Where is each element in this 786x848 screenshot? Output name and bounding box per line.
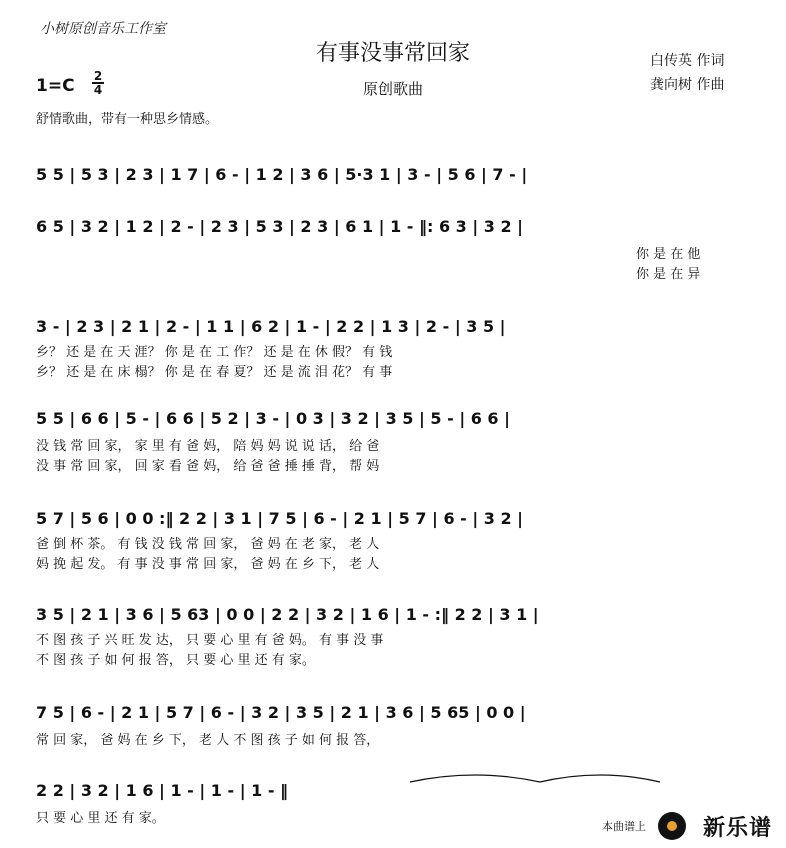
score-row-1-notes: 5 5 | 5 3 | 2 3 | 1 7 | 6 - | 1 2 | 3 6 | 5·3 1 | 3 - | 5 6 | 7 - | (36, 165, 528, 184)
score-row-3-notes: 3 - | 2 3 | 2 1 | 2 - | 1 1 | 6 2 | 1 - | 2 2 | 1 3 | 2 - | 3 5 | (36, 317, 506, 336)
score-row-2-notes: 6 5 | 3 2 | 1 2 | 2 - | 2 3 | 5 3 | 2 3 | 6 1 | 1 - ‖: 6 3 | 3 2 | (36, 217, 524, 236)
score-row-4-notes: 5 5 | 6 6 | 5 - | 6 6 | 5 2 | 3 - | 0 3 | 3 2 | 3 5 | 5 - | 6 6 | (36, 409, 510, 428)
lyricist-credit: 白传英 作词 (650, 53, 725, 69)
time-signature-top: 2 (93, 69, 103, 83)
song-description: 舒情歌曲，带有一种思乡情感。 (36, 112, 219, 127)
score-row-2-lyric-2: 你 是 在 异 (636, 267, 701, 282)
song-title: 有事没事常回家 (315, 41, 470, 66)
score-row-5-lyric-1: 爸 倒 杯 茶。 有 钱 没 钱 常 回 家， 爸 妈 在 老 家， 老 人 (36, 537, 380, 552)
score-row-4-lyric-1: 没 钱 常 回 家， 家 里 有 爸 妈， 陪 妈 妈 说 说 话， 给 爸 (36, 439, 380, 454)
composer-credit: 龚向树 作曲 (650, 77, 725, 93)
key-signature: 1=C (36, 76, 75, 96)
score-row-6-lyric-2: 不 图 孩 子 如 何 报 答， 只 要 心 里 还 有 家。 (36, 653, 315, 668)
brand-logo: 新乐谱 (702, 816, 772, 841)
score-row-3-lyric-1: 乡？ 还 是 在 天 涯？ 你 是 在 工 作？ 还 是 在 休 假？ 有 钱 (36, 345, 393, 360)
score-row-5-lyric-2: 妈 挽 起 发。 有 事 没 事 常 回 家， 爸 妈 在 乡 下， 老 人 (36, 557, 380, 572)
time-signature-bottom: 4 (93, 83, 103, 97)
score-row-5-notes: 5 7 | 5 6 | 0 0 :‖ 2 2 | 3 1 | 7 5 | 6 - | 2 1 | 5 7 | 6 - | 3 2 | (36, 509, 524, 528)
score-row-2-lyric-1: 你 是 在 他 (636, 247, 701, 262)
score-row-8-lyric-1: 只 要 心 里 还 有 家。 (36, 811, 165, 826)
score-row-3-lyric-2: 乡？ 还 是 在 床 榻？ 你 是 在 春 夏？ 还 是 流 泪 花？ 有 事 (36, 365, 393, 380)
score-row-8-notes: 2 2 | 3 2 | 1 6 | 1 - | 1 - | 1 - ‖ (36, 781, 289, 800)
tie-arc (540, 775, 660, 782)
footer-note: 本曲谱上 (602, 820, 646, 833)
vinyl-disc-icon (658, 812, 686, 840)
score-row-4-lyric-2: 没 事 常 回 家， 回 家 看 爸 妈， 给 爸 爸 捶 捶 背， 帮 妈 (36, 459, 380, 474)
studio-name: 小树原创音乐工作室 (40, 21, 166, 37)
score-row-6-lyric-1: 不 图 孩 子 兴 旺 发 达， 只 要 心 里 有 爸 妈。 有 事 没 事 (36, 633, 384, 648)
song-subtitle: 原创歌曲 (362, 80, 423, 98)
score-row-7-notes: 7 5 | 6 - | 2 1 | 5 7 | 6 - | 3 2 | 3 5 | 2 1 | 3 6 | 5 65 | 0 0 | (36, 703, 526, 722)
score-row-6-notes: 3 5 | 2 1 | 3 6 | 5 63 | 0 0 | 2 2 | 3 2 | 1 6 | 1 - :‖ 2 2 | 3 1 | (36, 605, 539, 624)
tie-arc (410, 775, 540, 782)
score-row-7-lyric-1: 常 回 家， 爸 妈 在 乡 下， 老 人 不 图 孩 子 如 何 报 答， (36, 733, 380, 748)
